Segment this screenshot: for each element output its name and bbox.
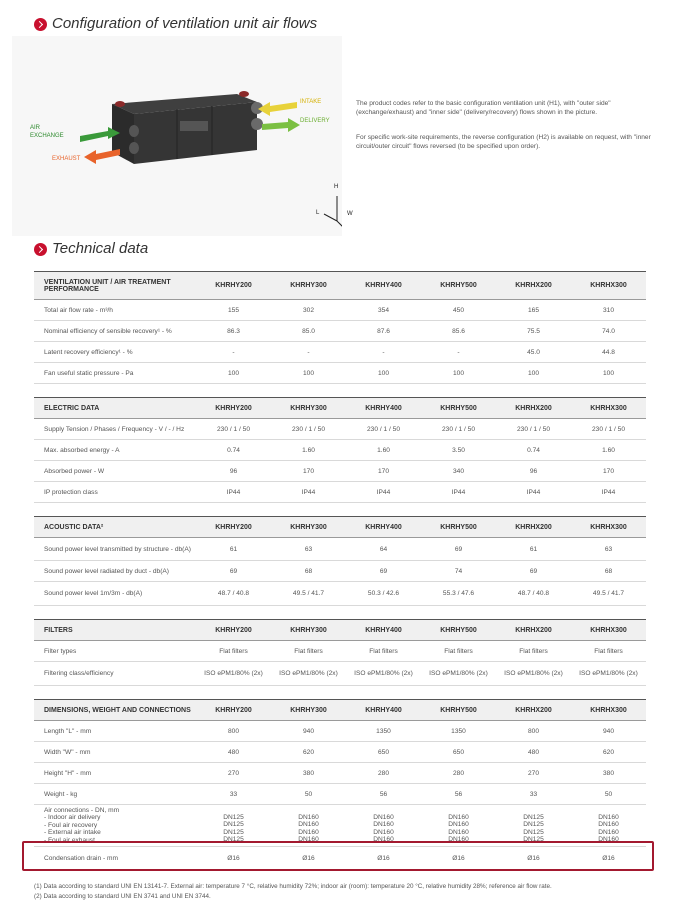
connection-value: DN160: [598, 814, 619, 821]
row-label: Max. absorbed energy - A: [34, 440, 196, 461]
section-spacer: [34, 686, 646, 700]
connection-value: DN160: [373, 828, 394, 836]
cell-value: 100: [571, 363, 646, 384]
cell-value: Flat filters: [346, 641, 421, 662]
table-row: [34, 321, 646, 342]
model-header: KHRHX200: [496, 272, 571, 300]
cell-value: ISO ePM1/80% (2x): [496, 662, 571, 686]
cell-value: 3.50: [421, 440, 496, 461]
section-header: ELECTRIC DATA: [34, 398, 196, 419]
connection-value: DN160: [298, 836, 319, 844]
cell-value: 96: [496, 461, 571, 482]
cell-value: 302: [271, 300, 346, 321]
section-header-row: [34, 272, 646, 300]
model-header: KHRHX300: [571, 700, 646, 721]
section-header: DIMENSIONS, WEIGHT AND CONNECTIONS: [34, 700, 196, 721]
connection-value: DN160: [298, 828, 319, 836]
cell-value: 61: [496, 538, 571, 561]
row-label: Filter types: [34, 641, 196, 662]
connection-value: DN160: [598, 828, 619, 836]
section-spacer: [34, 503, 646, 517]
table-row: [34, 784, 646, 805]
connection-label-line: - External air intake: [44, 829, 101, 837]
cell-value: 1.60: [571, 440, 646, 461]
model-header: KHRHY200: [196, 700, 271, 721]
cell-value: 620: [271, 742, 346, 763]
cell-value: 270: [196, 763, 271, 784]
connection-value: DN125: [223, 828, 244, 836]
delivery-arrow: [262, 118, 300, 132]
cell-value: 230 / 1 / 50: [346, 419, 421, 440]
connection-value: DN160: [448, 836, 469, 844]
cell-value: 61: [196, 538, 271, 561]
cell-value: Flat filters: [571, 641, 646, 662]
model-header: KHRHY300: [271, 620, 346, 641]
cell-value: 74: [421, 561, 496, 582]
cell-value: 0.74: [196, 440, 271, 461]
table-row: [34, 582, 646, 606]
cell-value: 48.7 / 40.8: [496, 582, 571, 606]
cell-value: IP44: [196, 482, 271, 503]
model-header: KHRHY400: [346, 272, 421, 300]
row-label: Filtering class/efficiency: [34, 662, 196, 686]
cell-value: IP44: [571, 482, 646, 503]
row-label: Absorbed power - W: [34, 461, 196, 482]
connection-value: DN125: [523, 828, 544, 836]
connection-value: DN160: [448, 814, 469, 821]
section-header: ACOUSTIC DATA²: [34, 517, 196, 538]
model-header: KHRHY500: [421, 398, 496, 419]
config-description-1: The product codes refer to the basic configuration ventilation unit (H1), with "outer side" (exchange/exhaust) and "inner side" (delivery/recovery) flows shown in the picture.: [356, 100, 611, 116]
cell-value: Flat filters: [196, 641, 271, 662]
model-header: KHRHY300: [271, 700, 346, 721]
cell-value: 650: [421, 742, 496, 763]
model-header: KHRHY500: [421, 700, 496, 721]
model-header: KHRHX300: [571, 517, 646, 538]
table-row: [34, 419, 646, 440]
connection-label-line: - Indoor air delivery: [44, 814, 101, 822]
connection-label-line: Air connections - DN, mm: [44, 807, 120, 814]
row-label: Height "H" - mm: [34, 763, 196, 784]
cell-value: 55.3 / 47.6: [421, 582, 496, 606]
row-label: Latent recovery efficiency¹ - %: [34, 342, 196, 363]
cell-value: 56: [346, 784, 421, 805]
cell-value: 69: [496, 561, 571, 582]
section-header-row: [34, 398, 646, 419]
cell-value: 100: [346, 363, 421, 384]
model-header: KHRHX300: [571, 398, 646, 419]
condensation-value: Ø16: [271, 847, 346, 871]
cell-value: 170: [271, 461, 346, 482]
connection-value: DN160: [298, 821, 319, 829]
cell-value: 380: [571, 763, 646, 784]
cell-value: 800: [496, 721, 571, 742]
cell-value: 230 / 1 / 50: [196, 419, 271, 440]
model-header: KHRHY200: [196, 620, 271, 641]
cell-value: 480: [196, 742, 271, 763]
connection-value: DN125: [223, 814, 244, 821]
exhaust-arrow: [84, 149, 120, 164]
axis-w-label: W: [347, 211, 353, 217]
cell-value: 50: [271, 784, 346, 805]
section-header: FILTERS: [34, 620, 196, 641]
cell-value: -: [346, 342, 421, 363]
cell-value: 63: [271, 538, 346, 561]
cell-value: -: [271, 342, 346, 363]
cell-value: 50.3 / 42.6: [346, 582, 421, 606]
connection-value: DN160: [598, 836, 619, 844]
cell-value: 354: [346, 300, 421, 321]
connection-value: DN160: [373, 814, 394, 821]
connection-value: DN160: [448, 821, 469, 829]
table-row: [34, 763, 646, 784]
section-header-row: [34, 620, 646, 641]
model-header: KHRHY300: [271, 517, 346, 538]
cell-value: 155: [196, 300, 271, 321]
cell-value: 380: [271, 763, 346, 784]
cell-value: 33: [196, 784, 271, 805]
model-header: KHRHY400: [346, 398, 421, 419]
cell-value: IP44: [421, 482, 496, 503]
axis-l-label: L: [316, 210, 320, 216]
row-label: Length "L" - mm: [34, 721, 196, 742]
cell-value: ISO ePM1/80% (2x): [421, 662, 496, 686]
model-header: KHRHY200: [196, 517, 271, 538]
connection-value: DN125: [523, 821, 544, 829]
table-row: [34, 300, 646, 321]
label-exhaust: EXHAUST: [52, 156, 81, 162]
cell-value: 44.8: [571, 342, 646, 363]
cell-value: 69: [421, 538, 496, 561]
cell-value: 86.3: [196, 321, 271, 342]
model-header: KHRHY400: [346, 620, 421, 641]
cell-value: 85.0: [271, 321, 346, 342]
model-header: KHRHY200: [196, 398, 271, 419]
cell-value: 64: [346, 538, 421, 561]
connection-value: DN160: [373, 821, 394, 829]
cell-value: 940: [271, 721, 346, 742]
cell-value: 1.60: [271, 440, 346, 461]
model-header: KHRHY500: [421, 272, 496, 300]
table-row: [34, 440, 646, 461]
cell-value: ISO ePM1/80% (2x): [196, 662, 271, 686]
table-row: [34, 538, 646, 561]
cell-value: ISO ePM1/80% (2x): [346, 662, 421, 686]
condensation-value: Ø16: [421, 847, 496, 871]
section-spacer: [34, 384, 646, 398]
model-header: KHRHX200: [496, 398, 571, 419]
cell-value: 48.7 / 40.8: [196, 582, 271, 606]
model-header: KHRHY200: [196, 272, 271, 300]
cell-value: 165: [496, 300, 571, 321]
cell-value: 940: [571, 721, 646, 742]
connection-value: DN125: [523, 814, 544, 821]
technical-data-table: [34, 271, 646, 871]
cell-value: ISO ePM1/80% (2x): [571, 662, 646, 686]
cell-value: 270: [496, 763, 571, 784]
cell-value: 33: [496, 784, 571, 805]
cell-value: Flat filters: [271, 641, 346, 662]
cell-value: 0.74: [496, 440, 571, 461]
section-header-row: [34, 517, 646, 538]
model-header: KHRHY400: [346, 517, 421, 538]
table-row: [34, 742, 646, 763]
cell-value: 650: [346, 742, 421, 763]
row-label: Sound power level 1m/3m - db(A): [34, 582, 196, 606]
connection-value: DN160: [298, 814, 319, 821]
cell-value: 75.5: [496, 321, 571, 342]
cell-value: 170: [346, 461, 421, 482]
label-intake: INTAKE: [300, 99, 322, 105]
cell-value: Flat filters: [421, 641, 496, 662]
section-spacer: [34, 606, 646, 620]
label-air-exchange: AIR EXCHANGE: [30, 125, 64, 139]
model-header: KHRHY400: [346, 700, 421, 721]
cell-value: 49.5 / 41.7: [271, 582, 346, 606]
row-label: Supply Tension / Phases / Frequency - V / - / Hz: [34, 419, 196, 440]
cell-value: 230 / 1 / 50: [496, 419, 571, 440]
connection-value: DN125: [523, 836, 544, 844]
cell-value: 74.0: [571, 321, 646, 342]
config-title: Configuration of ventilation unit air flows: [52, 15, 318, 32]
model-header: KHRHY500: [421, 517, 496, 538]
cell-value: ISO ePM1/80% (2x): [271, 662, 346, 686]
section-bullet-icon: [34, 18, 47, 31]
cell-value: IP44: [271, 482, 346, 503]
cell-value: 56: [421, 784, 496, 805]
table-row: [34, 721, 646, 742]
cell-value: 100: [196, 363, 271, 384]
cell-value: 45.0: [496, 342, 571, 363]
row-label: Nominal efficiency of sensible recovery¹ - %: [34, 321, 196, 342]
condensation-label: Condensation drain - mm: [34, 847, 196, 871]
cell-value: 100: [271, 363, 346, 384]
cell-value: 100: [496, 363, 571, 384]
cell-value: 69: [196, 561, 271, 582]
connection-value: DN125: [223, 821, 244, 829]
cell-value: 280: [421, 763, 496, 784]
cell-value: 620: [571, 742, 646, 763]
cell-value: 230 / 1 / 50: [421, 419, 496, 440]
row-label: Weight - kg: [34, 784, 196, 805]
table-row: [34, 363, 646, 384]
table-row: [34, 342, 646, 363]
connection-value: DN125: [223, 836, 244, 844]
model-header: KHRHX200: [496, 517, 571, 538]
cell-value: 340: [421, 461, 496, 482]
cell-value: 230 / 1 / 50: [571, 419, 646, 440]
row-label: Width "W" - mm: [34, 742, 196, 763]
cell-value: IP44: [496, 482, 571, 503]
connection-value: DN160: [448, 828, 469, 836]
cell-value: 85.6: [421, 321, 496, 342]
cell-value: 310: [571, 300, 646, 321]
model-header: KHRHY500: [421, 620, 496, 641]
cell-value: 280: [346, 763, 421, 784]
unit-figure: [12, 36, 342, 236]
condensation-value: Ø16: [571, 847, 646, 871]
cell-value: 69: [346, 561, 421, 582]
section-header-row: [34, 700, 646, 721]
cell-value: 450: [421, 300, 496, 321]
row-label: Fan useful static pressure - Pa: [34, 363, 196, 384]
condensation-highlight-box: [22, 841, 654, 871]
cell-value: 1350: [421, 721, 496, 742]
cell-value: 230 / 1 / 50: [271, 419, 346, 440]
cell-value: 480: [496, 742, 571, 763]
cell-value: 100: [421, 363, 496, 384]
condensation-value: Ø16: [346, 847, 421, 871]
connection-label-line: - Foul air recovery: [44, 821, 98, 829]
condensation-value: Ø16: [196, 847, 271, 871]
intake-arrow: [258, 102, 297, 116]
connection-value: DN160: [598, 821, 619, 829]
footnote-2: (2) Data according to standard UNI EN 3741 and UNI EN 3744.: [34, 893, 211, 900]
cell-value: 1350: [346, 721, 421, 742]
table-row: [34, 561, 646, 582]
cell-value: 170: [571, 461, 646, 482]
footnote-1: (1) Data according to standard UNI EN 13141-7. External air: temperature 7 °C, relative humidity 72%; indoor air (room): temperature 20 °C, relative humidity 28%; reference air flow rate.: [34, 883, 552, 890]
cell-value: 68: [571, 561, 646, 582]
section-header: VENTILATION UNIT / AIR TREATMENT PERFORMANCE: [34, 272, 196, 300]
cell-value: 49.5 / 41.7: [571, 582, 646, 606]
cell-value: 800: [196, 721, 271, 742]
cell-value: 96: [196, 461, 271, 482]
label-delivery: DELIVERY: [300, 118, 330, 124]
cell-value: 68: [271, 561, 346, 582]
condensation-value: Ø16: [496, 847, 571, 871]
config-description-2: For specific work-site requirements, the reverse configuration (H2) is available on request, with "inner circuit/outer circuit" flows reversed (to be specified upon order).: [356, 134, 651, 150]
cell-value: IP44: [346, 482, 421, 503]
cell-value: -: [196, 342, 271, 363]
tech-title: Technical data: [52, 240, 149, 257]
section-bullet-icon: [34, 243, 47, 256]
row-label: IP protection class: [34, 482, 196, 503]
table-row: [34, 662, 646, 686]
row-label: Total air flow rate - m³/h: [34, 300, 196, 321]
model-header: KHRHX200: [496, 700, 571, 721]
row-label: Sound power level transmitted by structure - db(A): [34, 538, 196, 561]
model-header: KHRHY300: [271, 398, 346, 419]
connection-label-line: - Foul air exhaust: [44, 836, 95, 844]
cell-value: 1.60: [346, 440, 421, 461]
cell-value: 50: [571, 784, 646, 805]
table-row: [34, 482, 646, 503]
cell-value: 63: [571, 538, 646, 561]
row-label: Sound power level radiated by duct - db(A): [34, 561, 196, 582]
table-row: [34, 461, 646, 482]
footnotes: [34, 882, 552, 902]
cell-value: Flat filters: [496, 641, 571, 662]
table-row: [34, 641, 646, 662]
model-header: KHRHX300: [571, 620, 646, 641]
cell-value: 87.6: [346, 321, 421, 342]
axis-h-label: H: [334, 184, 339, 190]
model-header: KHRHX300: [571, 272, 646, 300]
model-header: KHRHY300: [271, 272, 346, 300]
cell-value: -: [421, 342, 496, 363]
connection-value: DN160: [373, 836, 394, 844]
model-header: KHRHX200: [496, 620, 571, 641]
